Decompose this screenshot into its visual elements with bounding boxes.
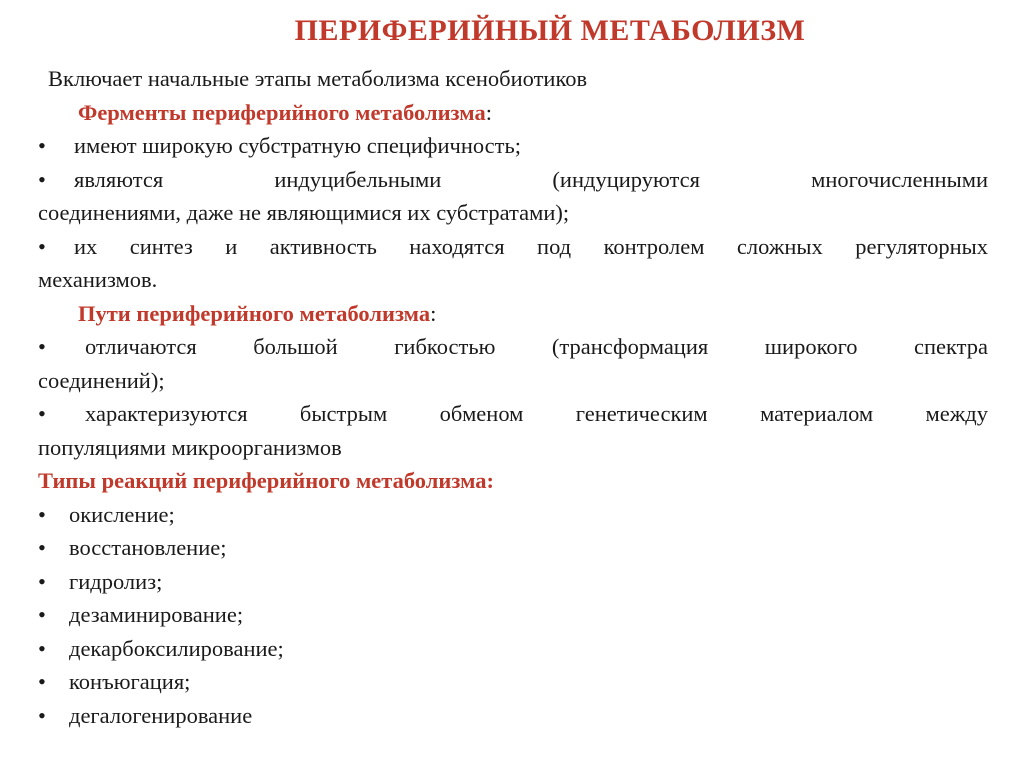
reaction-item	[38, 565, 988, 599]
bullet-icon: •	[38, 401, 46, 426]
pathways-heading	[38, 297, 988, 331]
reaction-item-text: гидролиз;	[69, 568, 163, 594]
bullet-icon: •	[38, 535, 46, 560]
pathways-heading-colon: :	[430, 300, 437, 326]
bullet-icon: •	[38, 702, 46, 728]
bullet-icon: •	[38, 568, 46, 594]
pathways-item-2	[38, 397, 988, 431]
reaction-item	[38, 699, 988, 733]
enzymes-heading-colon: :	[485, 99, 492, 125]
enzymes-item-1-text: имеют широкую субстратную специфичность;	[74, 133, 522, 158]
reaction-item	[38, 498, 988, 532]
reaction-item-text: окисление;	[69, 501, 175, 527]
reaction-item	[38, 665, 988, 699]
pathways-item-1-text: отличаются большой гибкостью (трансформация широкого спектра	[85, 334, 988, 359]
enzymes-item-2	[38, 163, 988, 197]
bullet-icon: •	[38, 501, 46, 527]
bullet-icon: •	[38, 133, 46, 158]
bullet-icon: •	[38, 233, 46, 259]
enzymes-item-2-continuation: соединениями, даже не являющимися их субстратами);	[38, 200, 570, 225]
bullet-icon: •	[38, 334, 46, 359]
bullet-icon: •	[38, 635, 46, 661]
pathways-item-2-continuation: популяциями микроорганизмов	[38, 434, 342, 460]
pathways-item-2-text: характеризуются быстрым обменом генетическим материалом между	[85, 401, 988, 426]
reaction-item	[38, 632, 988, 666]
enzymes-item-3	[38, 230, 988, 264]
bullet-icon: •	[38, 669, 46, 694]
intro-text: Включает начальные этапы метаболизма ксенобиотиков	[48, 66, 588, 91]
enzymes-heading-text: Ферменты периферийного метаболизма	[78, 99, 486, 125]
enzymes-item-1	[38, 129, 988, 163]
reaction-item	[38, 598, 988, 632]
reaction-item	[38, 531, 988, 565]
bullet-icon: •	[38, 602, 46, 627]
reaction-item-text: дезаминирование;	[69, 602, 244, 627]
enzymes-item-3-text: их синтез и активность находятся под контролем сложных регуляторных	[74, 233, 988, 259]
enzymes-item-2-text: являются индуцибельными (индуцируются многочисленными	[74, 166, 988, 192]
pathways-heading-text: Пути периферийного метаболизма	[78, 300, 431, 326]
reaction-item-text: восстановление;	[69, 535, 227, 560]
pathways-item-1-continuation: соединений);	[38, 367, 165, 393]
reaction-item-text: дегалогенирование	[69, 702, 253, 728]
reaction-types-heading: Типы реакций периферийного метаболизма:	[38, 468, 494, 493]
reaction-item-text: конъюгация;	[69, 669, 191, 694]
pathways-item-1	[38, 330, 988, 364]
reaction-item-text: декарбоксилирование;	[69, 635, 284, 661]
enzymes-item-3-continuation: механизмов.	[38, 267, 158, 292]
enzymes-heading	[38, 96, 988, 130]
slide-title: ПЕРИФЕРИЙНЫЙ МЕТАБОЛИЗМ	[294, 14, 806, 47]
slide-content	[38, 62, 988, 732]
bullet-icon: •	[38, 166, 46, 192]
